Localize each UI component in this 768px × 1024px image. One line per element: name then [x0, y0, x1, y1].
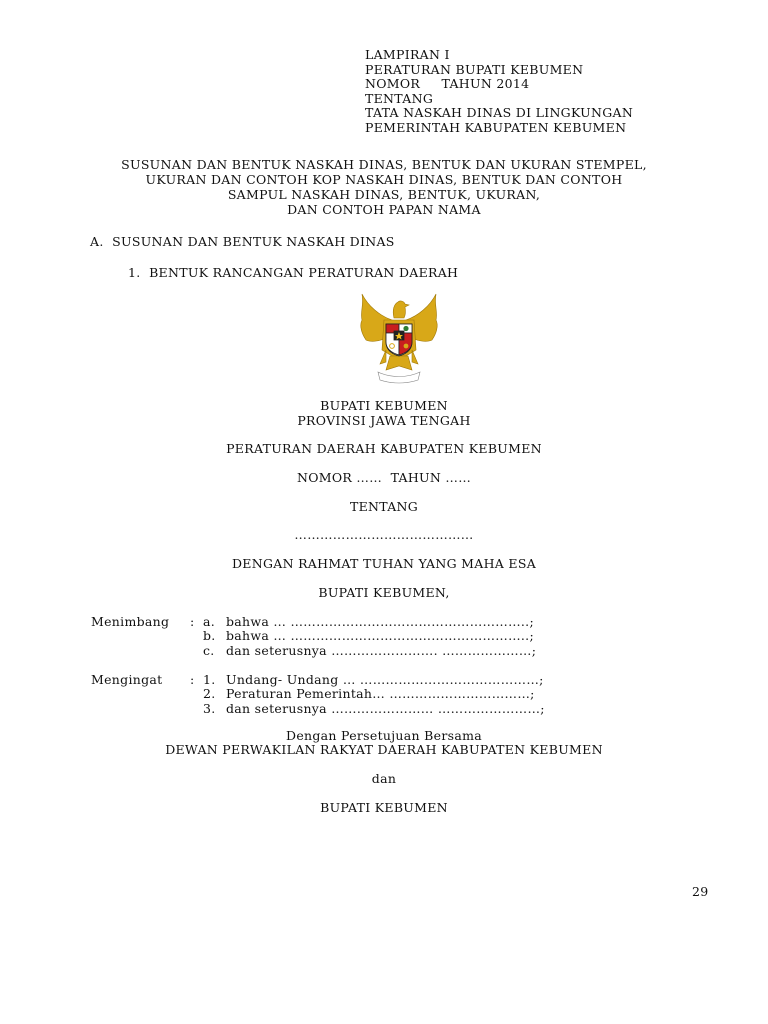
- mengingat-label: Mengingat: [91, 672, 163, 687]
- dan-line: dan: [371, 771, 397, 786]
- header-line: TATA NASKAH DINAS DI LINGKUNGAN: [365, 105, 634, 120]
- list-item: bahwa … ………………………………………………..;: [226, 628, 534, 643]
- list-item: dan seterusnya ……………………. …………………;: [226, 643, 537, 658]
- list-marker: a.: [203, 614, 216, 629]
- header-line: PEMERINTAH KABUPATEN KEBUMEN: [365, 120, 627, 135]
- list-marker: 3.: [203, 701, 216, 716]
- bupati-heading: BUPATI KEBUMEN: [320, 398, 448, 413]
- garuda-emblem-icon: [356, 290, 442, 386]
- menimbang-label: Menimbang: [91, 614, 170, 629]
- header-line: TENTANG: [365, 91, 434, 106]
- dprd-line: DEWAN PERWAKILAN RAKYAT DAERAH KABUPATEN KEBUMEN: [165, 742, 603, 757]
- tentang-placeholder: ……………………………………: [294, 527, 474, 542]
- tentang-label: TENTANG: [349, 499, 419, 514]
- list-marker: c.: [203, 643, 215, 658]
- title-line: SAMPUL NASKAH DINAS, BENTUK, UKURAN,: [227, 187, 541, 202]
- list-item: Peraturan Pemerintah… ……………………………;: [226, 686, 535, 701]
- section-a-heading: A. SUSUNAN DAN BENTUK NASKAH DINAS: [90, 234, 395, 249]
- header-line: NOMOR TAHUN 2014: [365, 76, 530, 91]
- list-marker: 2.: [203, 686, 216, 701]
- nomor-line: NOMOR …… TAHUN ……: [297, 470, 471, 485]
- colon: :: [190, 614, 195, 629]
- provinsi-heading: PROVINSI JAWA TENGAH: [297, 413, 471, 428]
- list-item: dan seterusnya …………………… ……………………;: [226, 701, 545, 716]
- title-line: DAN CONTOH PAPAN NAMA: [287, 202, 481, 217]
- bupati-closing: BUPATI KEBUMEN: [320, 800, 448, 815]
- colon: :: [190, 672, 195, 687]
- bupati-title: BUPATI KEBUMEN,: [318, 585, 450, 600]
- title-line: UKURAN DAN CONTOH KOP NASKAH DINAS, BENTUK DAN CONTOH: [145, 172, 623, 187]
- list-marker: 1.: [203, 672, 216, 687]
- list-item: Undang- Undang … ……………………………………;: [226, 672, 544, 687]
- header-line: PERATURAN BUPATI KEBUMEN: [365, 62, 584, 77]
- persetujuan-line: Dengan Persetujuan Bersama: [286, 728, 482, 743]
- subsection-1-heading: 1. BENTUK RANCANGAN PERATURAN DAERAH: [128, 265, 459, 280]
- rahmat-line: DENGAN RAHMAT TUHAN YANG MAHA ESA: [231, 556, 537, 571]
- list-item: bahwa … ………………………………………………..;: [226, 614, 534, 629]
- perda-heading: PERATURAN DAERAH KABUPATEN KEBUMEN: [226, 441, 542, 456]
- list-marker: b.: [203, 628, 216, 643]
- page-number: 29: [692, 884, 709, 899]
- title-line: SUSUNAN DAN BENTUK NASKAH DINAS, BENTUK DAN UKURAN STEMPEL,: [121, 157, 647, 172]
- header-line: LAMPIRAN I: [365, 47, 450, 62]
